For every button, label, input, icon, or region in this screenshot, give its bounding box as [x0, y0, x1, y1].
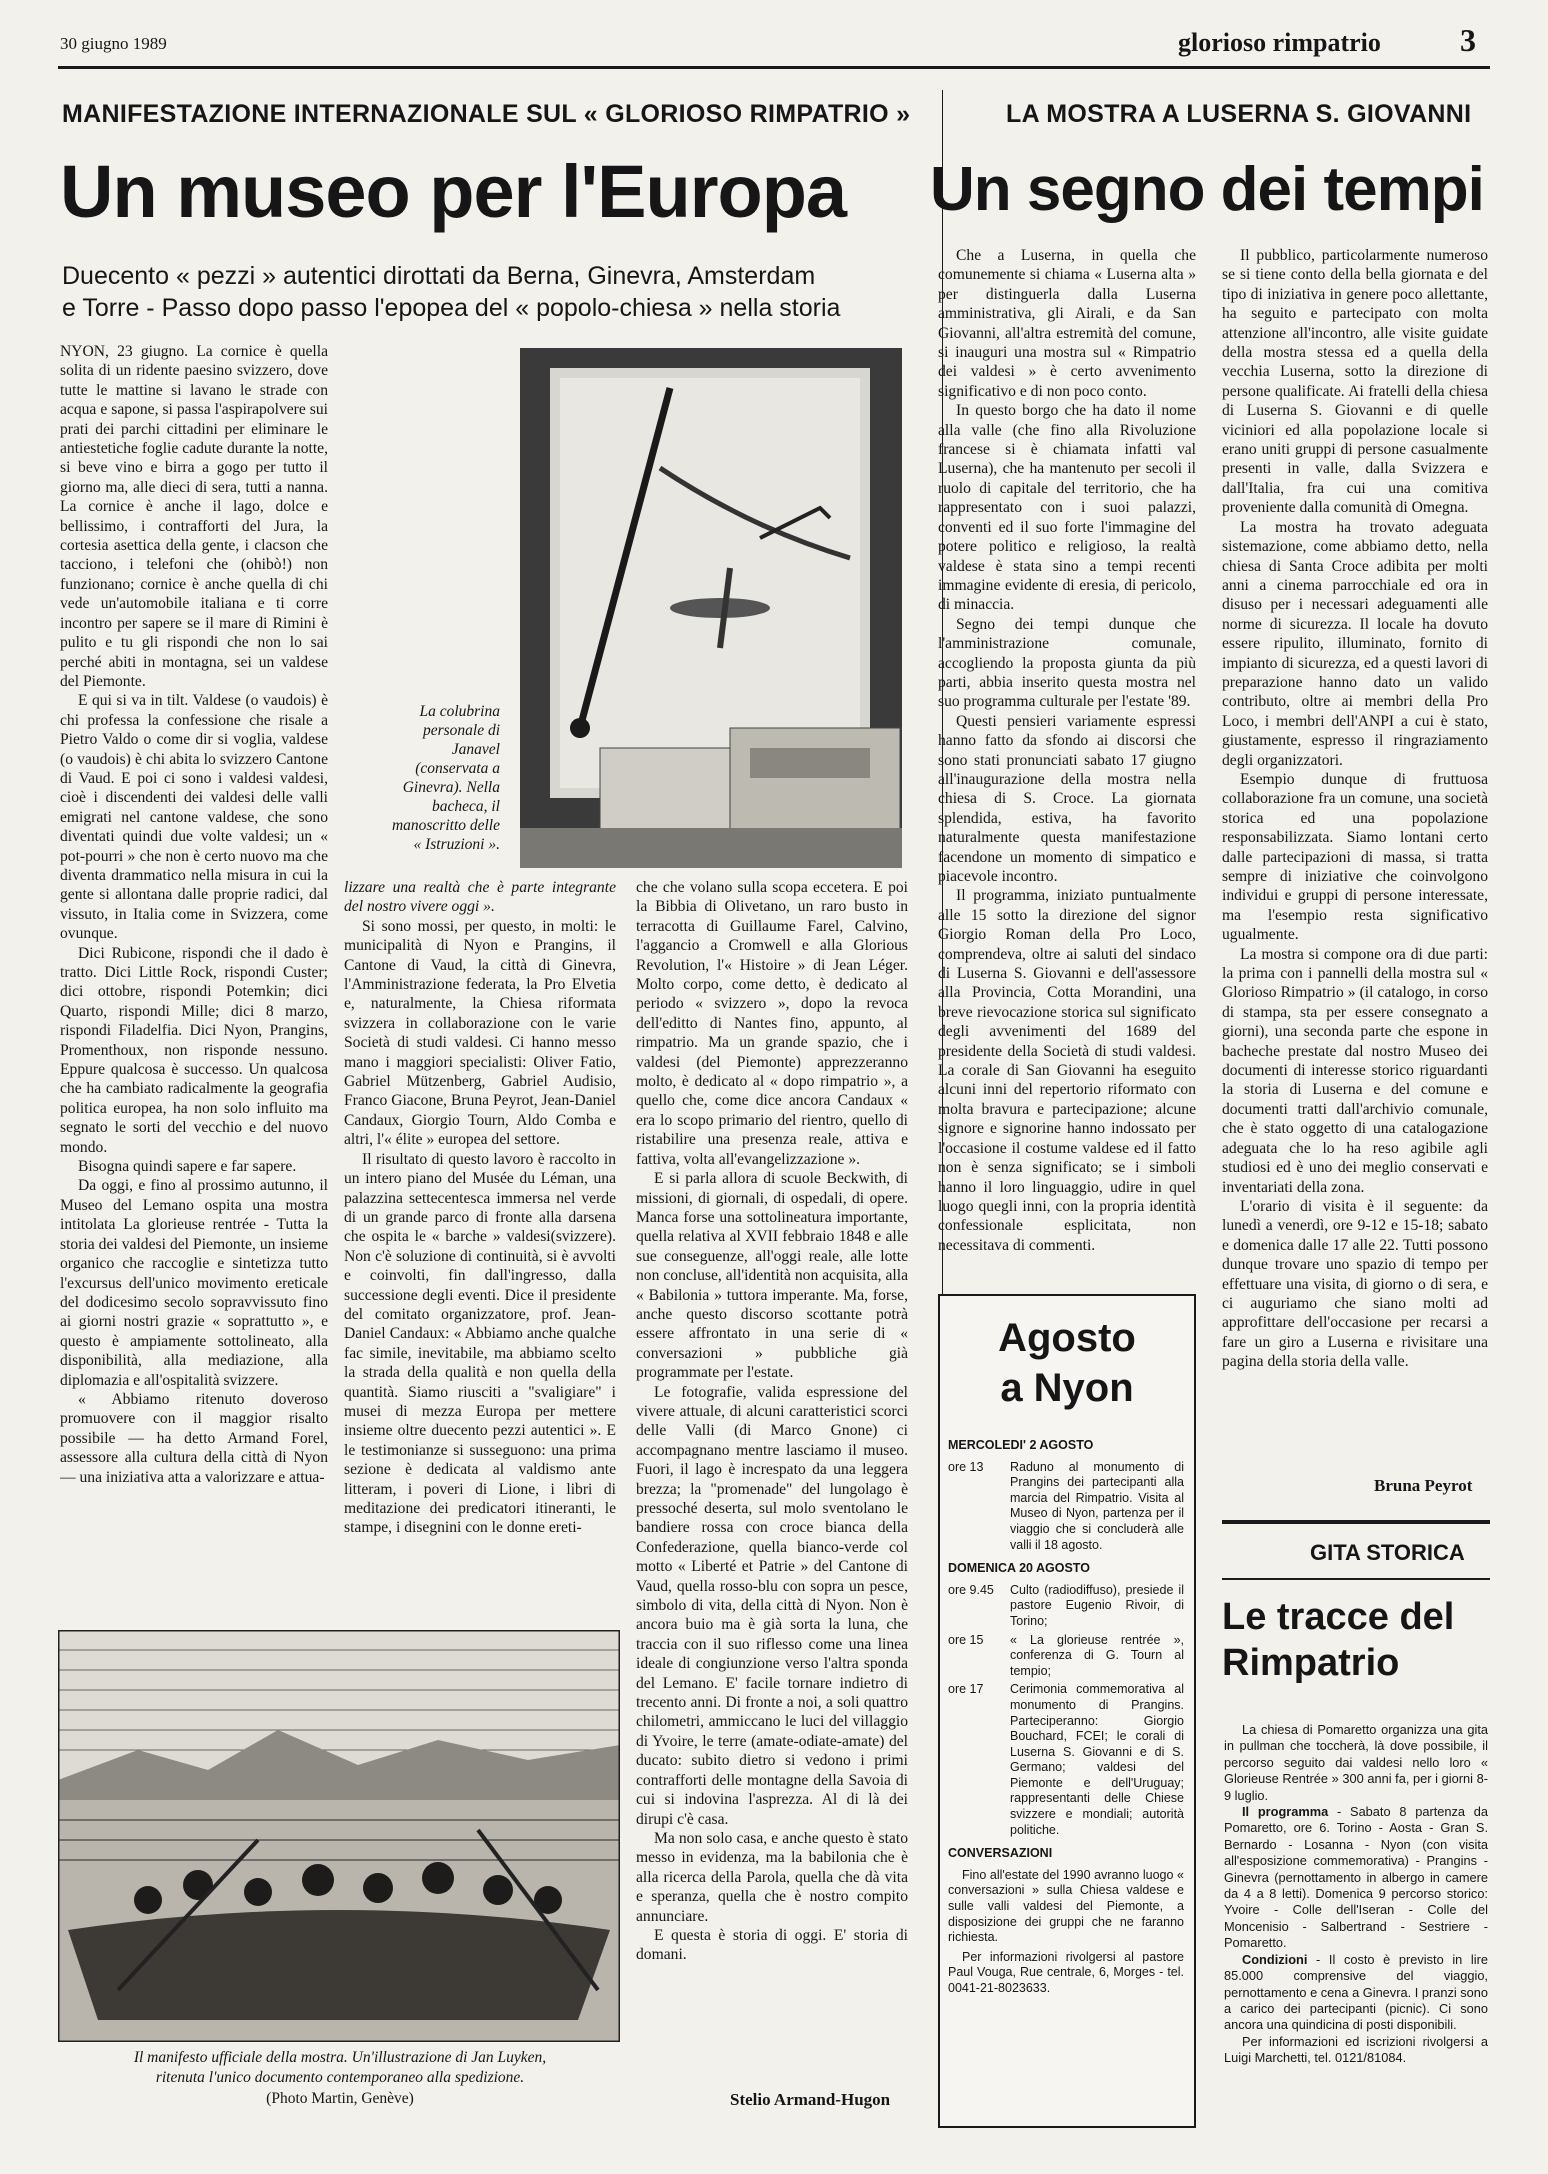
second-col-2: [1222, 246, 1488, 1474]
main-para-6: « Abbiamo ritenuto doveroso promuovere con il maggior risalto possibile — ha detto Armand Forel, assessore alla cultura della città di Nyon — una iniziativa atta a valorizzare e attua-: [60, 1390, 328, 1486]
main-col3-para-1: che che volano sulla scopa eccetera. E poi la Bibbia di Olivetano, un raro busto in terracotta di Guillaume Farel, Calvino, l'aggancio a Cromwell e alla Glorious Revolution, l'« Histoire » di Jean Léger. Molto corpo, come detto, è dedicato al periodo « svizzero », dopo la revoca dell'editto di Nantes fino, appunto, al rimpatrio. Ma un grande spazio, che i valdesi (del Piemonte) apprezzeranno molto, è dedicato al « dopo rimpatrio », a quello che, come dice ancora Candaux « era lo scopo primario del rientro, quello di ristabilire una presenza reale, attiva e fattiva, volta all'evangelizzazione ».: [636, 879, 908, 1168]
second-author: Bruna Peyrot: [1374, 1476, 1473, 1495]
page-number: 3: [1460, 22, 1476, 58]
second-para-1: Che a Luserna, in quella che comunemente si chiama « Luserna alta » per distinguerla dalla Luserna amministrativa, gli Airali, e da San Giovanni, all'altra estremità del comune, si inauguri una mostra sul « Rimpatrio dei valdesi » è certo avvenimento significativo e di non poco conto.: [938, 247, 1196, 400]
nyon-box-title-2: a Nyon: [1000, 1366, 1134, 1410]
schedule-item-3-time: ore 15: [948, 1632, 984, 1647]
main-deck-2: e Torre - Passo dopo passo l'epopea del « popolo-chiesa » nella storia: [62, 294, 841, 322]
main-col3-para-4: Ma non solo casa, e anche questo è stato messo in evidenza, ma la babilonia che è alla ricerca della Parola, quella che dà vita e speranza, quella che è nostro compito annunciare.: [636, 1829, 908, 1925]
photo2-credit: (Photo Martin, Genève): [266, 2090, 414, 2107]
photo1-caption: La colubrina personale di Janavel (conservata a Ginevra). Nella bacheca, il manoscritto delle « Istruzioni ».: [391, 703, 500, 853]
gita-para-3-text: - Il costo è previsto in lire 85.000 comprensive del viaggio, pernottamento e cena a Ginevra. I pranzi sono a carico dei partecipanti (picnic). Ci sono ancora una quindicina di posti disponibili.: [1224, 1951, 1488, 2033]
second-para-5: Il programma, iniziato puntualmente alle 15 sotto la direzione del signor Giorgio Roman della Pro Loco, comprendeva, oltre ai saluti del sindaco di Luserna S. Giovanni e dell'assessore alla Provincia, Cotta Morandini, una breve rievocazione storica sul significato degli avvenimenti del 1689 del presidente della Società di studi valdesi. La corale di San Giovanni ha eseguito alcuni inni del repertorio riformato con molta bravura e partecipazione; alcune signore e signorine hanno indossato per l'occasione il costume valdese ed il fatto non è senza significato; se i simboli hanno il loro linguaggio, udire in quel luogo quegli inni, con la propria identità confessionale esplicitata, non necessitava di commenti.: [938, 887, 1196, 1254]
main-deck-1: Duecento « pezzi » autentici dirottati da Berna, Ginevra, Amsterdam: [62, 262, 816, 290]
second-headline: Un segno dei tempi: [930, 155, 1484, 224]
main-col2-para-3: Il risultato di questo lavoro è raccolto in un intero piano del Musée du Léman, una palazzina settecentesca immersa nel verde di un grande parco di fronte alla darsena che ospita le « barche » valdesi(svizzere). Non c'è soluzione di continuità, si è avvolti e coinvolti, fin dall'ingresso, dalla successione degli eventi. Dice il presidente del comitato organizzatore, prof. Jean-Daniel Candaux: « Abbiamo anche qualche fac simile, inevitabile, ma abbiamo scelto la strada della qualità e non quella della quantità. Siamo riusciti a "svaligiare" i musei di mezza Europa per mettere insieme oltre duecento pezzi autentici ». E le testimonianze si susseguono: una prima sezione è dedicata al valdismo ante litteram, i poveri di Lione, i libri di meditazione dei predicatori itineranti, le stampe, i disegnini con le donne ereti-: [344, 1150, 616, 1537]
engraving-illustration: [58, 1630, 620, 2042]
schedule-heading-1: MERCOLEDI' 2 AGOSTO: [948, 1438, 1094, 1452]
main-col3-para-3: Le fotografie, valida espressione del vivere attuale, di alcuni caratteristici scorci delle Valli (di Marco Gnone) ci accompagnano mentre lasciamo il museo. Fuori, il lago è increspato da una leggera brezza; la "promenade" del lungolago è pressoché deserta, sul molo sventolano le bandiere rossa con croce bianca della Confederazione, quella bianco-verde col motto « Liberté et Patrie » del Cantone di Vaud, quella rosso-blu con sopra un pesce, simbolo di vita, della città di Nyon. Non è ancora buio ma è già sorta la luna, che traccia con il suo riflesso come una linea ideale di congiunzione verso l'altra sponda del Lemano. E' facile tornare indietro di trecento anni. Di fronte a noi, a soli quattro chilometri, ammiccano le luci del villaggio di Yvoire, le terre (amate-odiate-amate) del ducato: subito dietro si vedono i primi contrafforti delle montagne della Savoia di cui si indovina l'asprezza. Al di là dei dirupi c'è casa.: [636, 1383, 908, 1828]
schedule-heading-3: CONVERSAZIONI: [948, 1846, 1053, 1861]
main-para-5: Da oggi, e fino al prossimo autunno, il Museo del Lemano ospita una mostra intitolata La glorieuse rentrée - Tutta la storia dei valdesi del Piemonte, un insieme organico che raccoglie e sintetizza tutto l'excursus dell'unico movimento ereticale del dodicesimo secolo sopravvissuto fino ai giorni nostri grazie « soprattutto », e questo è ampiamente sottolineato, alla disponibilità, alla mediazione, alla diplomazia e all'ospitalità svizzere.: [60, 1177, 328, 1389]
gita-para-2-label: Il programma: [1242, 1804, 1329, 1820]
schedule-item-2: [948, 1583, 1184, 1630]
main-col-1: [60, 342, 328, 1602]
second-para-2: In questo borgo che ha dato il nome alla valle (che fino alla Rivoluzione francese si è chiamata infatti val Luserna), che ha mantenuto per secoli il ruolo di capitale del territorio, che ha rappresentato con i suoi palazzi, conventi ed il suo forte l'immagine del potere politico e religioso, la realtà valdese è stata sino a tempi recenti immagine evidente di eresia, di pericolo, di minaccia.: [938, 402, 1196, 614]
museum-showcase-photo: [520, 348, 902, 868]
schedule-item-1-time: ore 13: [948, 1459, 984, 1474]
contact-info: Per informazioni rivolgersi al pastore Paul Vouga, Rue centrale, 6, Morges - tel. 0041-21-8023633.: [948, 1949, 1184, 1995]
gita-para-4: Per informazioni ed iscrizioni rivolgersi a Luigi Marchetti, tel. 0121/81084.: [1224, 2033, 1488, 2066]
gita-para-2: [1224, 1804, 1488, 1952]
main-para-2: E qui si va in tilt. Valdese (o vaudois) è chi professa la confessione che risale a Pietro Valdo o come dir si voglia, valdese (o vaudois) è chi abita lo svizzero Cantone di Vaud. E poi ci sono i valdesi valdesi, cioè i discendenti dei valdesi delle valli emigrati nel cantone valdese, che sono diventati quindi due volte valdesi; un « pot-pourri » che non è certo nuovo ma che diventa drammatico nella misura in cui la gente si allontana dalle proprie radici, dal vissuto, in Italia come in Svizzera, come ovunque.: [60, 692, 328, 943]
photo2-caption-2: ritenuta l'unico documento contemporaneo alla spedizione.: [155, 2069, 525, 2086]
second-col2-para-5: L'orario di visita è il seguente: da lunedì a venerdì, ore 9-12 e 15-18; sabato e domenica dalle 17 alle 22. Tutti possono dunque trovare uno spazio di tempo per effettuare una visita, di giorno o di sera, e ci auguriamo che siano molti ad approfittare dell'occasione per recarsi a fare un giro a Luserna e rivisitare una pagina della storia della valle.: [1222, 1197, 1488, 1371]
schedule-heading-2: DOMENICA 20 AGOSTO: [948, 1561, 1090, 1576]
main-col-3: [636, 878, 908, 2078]
main-kicker: MANIFESTAZIONE INTERNAZIONALE SUL « GLORIOSO RIMPATRIO »: [62, 100, 911, 128]
schedule-item-2-time: ore 9.45: [948, 1582, 994, 1597]
gita-para-2-text: - Sabato 8 partenza da Pomaretto, ore 6. Torino - Aosta - Gran S. Bernardo - Losanna - Nyon (con visita all'esposizione commemorativa) - Prangins - Ginevra (pernottamento in albergo in camere da 4 a 8 letti). Domenica 9 percorso storico: Yvoire - Colle dell'Iseran - Colle del Moncenisio - Salbertrand - Sestriere - Pomaretto.: [1224, 1804, 1488, 1951]
section-name: glorioso rimpatrio: [1178, 28, 1381, 57]
main-col3-para-5: E questa è storia di oggi. E' storia di domani.: [636, 1926, 908, 1964]
photo2-caption-1: Il manifesto ufficiale della mostra. Un'illustrazione di Jan Luyken,: [133, 2049, 547, 2066]
second-col2-para-1: Il pubblico, particolarmente numeroso se si tiene conto della bella giornata e del tipo di iniziativa in genere poco allettante, ha seguito e partecipato con molta attenzione all'incontro, alle visite guidate della mostra stessa ed a quella della vecchia Luserna, sotto la direzione di persone qualificate. Ai fratelli della chiesa di Luserna S. Giovanni e di quelle viciniori ed alla popolazione locale si erano uniti gruppi di persone casualmente presenti in valle, dalla Svizzera e dall'Italia, fra cui una comitiva proveniente dalla comunità di Omegna.: [1222, 247, 1488, 517]
second-kicker: LA MOSTRA A LUSERNA S. GIOVANNI: [1006, 100, 1472, 128]
main-col-2: [344, 878, 616, 1608]
main-para-1: NYON, 23 giugno. La cornice è quella solita di un ridente paesino svizzero, dove tutte le mattine si lavano le strade con acqua e sapone, si passa l'aspirapolvere sui prati dei parchi cittadini per eliminare le antiestetiche foglie cadute durante la notte, si beve vino e birra a gogo per tutto il giorno ma, alle dieci di sera, tutti a nanna. La cornice è anche il lago, dolce e bellissimo, i contrafforti del Jura, la cortesia asettica della gente, i clacson che tacciono, i telefoni che (ohibò!) non funzionano; cornice è anche quella di chi vede un'automobile italiana e ti corre incontro per sapere se il mare di Rimini è pulito e tu gli rispondi che non lo sai perché abiti in montagna, sei un valdese del Piemonte.: [60, 343, 328, 690]
second-para-4: Questi pensieri variamente espressi hanno fatto da sfondo ai discorsi che sono stati pronunciati sabato 17 giugno all'inaugurazione della mostra nella chiesa di S. Croce. La giornata splendida, estiva, ha favorito naturalmente questa manifestazione facendone un momento di simpatico e piacevole incontro.: [938, 712, 1196, 885]
gita-top-rule: [1222, 1520, 1490, 1524]
gita-para-3: [1224, 1952, 1488, 2034]
main-col2-para-1: lizzare una realtà che è parte integrante del nostro vivere oggi ».: [344, 879, 616, 916]
schedule-item-1: [948, 1460, 1184, 1554]
conversazioni-text: Fino all'estate del 1990 avranno luogo « conversazioni » sulla Chiesa valdese e sulle valli valdesi del Piemonte, a disposizione dei gruppi che ne faranno richiesta.: [948, 1867, 1184, 1945]
gita-headline-2: Rimpatrio: [1222, 1642, 1400, 1684]
nyon-box-title-1: Agosto: [998, 1316, 1136, 1360]
nyon-events-box: [938, 1294, 1196, 2128]
gita-body: [1224, 1722, 1488, 2122]
main-para-3: Dici Rubicone, rispondi che il dado è tratto. Dici Little Rock, rispondi Custer; dici ottobre, rispondi Potemkin; dici Quarto, rispondi Mille; dici 8 marzo, rispondi Filadelfia. Dici Nyon, Prangins, Promenthoux, non risponde nessuno. Eppure qualcosa è successo. Un qualcosa che ha cambiato radicalmente la geografia politica europea, ha non solo influito ma segnato le sorti del vecchio e del nuovo mondo.: [60, 944, 328, 1156]
schedule-item-2-text: Culto (radiodiffuso), presiede il pastore Eugenio Rivoir, di Torino;: [1010, 1582, 1184, 1628]
schedule-item-4-text: Cerimonia commemorativa al monumento di Prangins. Parteciperanno: Giorgio Bouchard, FCEI; le corali di Luserna S. Giovanni e di S. Germano; valdesi del Piemonte e dell'Uruguay; rappresentanti delle Chiese svizzere e mondiali; autorità politiche.: [1010, 1682, 1184, 1837]
main-headline: Un museo per l'Europa: [60, 150, 847, 233]
second-col-1: [938, 246, 1196, 1276]
schedule-item-1-text: Raduno al monumento di Prangins dei partecipanti alla marcia del Rimpatrio. Visita al Museo di Nyon, partenza per il viaggio che si concluderà alle valli il 18 agosto.: [1010, 1459, 1184, 1552]
gita-mid-rule: [1222, 1578, 1490, 1580]
main-para-4: Bisogna quindi sapere e far sapere.: [78, 1158, 297, 1176]
issue-date: 30 giugno 1989: [60, 34, 167, 53]
schedule-item-3: [948, 1633, 1184, 1680]
second-col2-para-4: La mostra si compone ora di due parti: la prima con i pannelli della mostra sul « Glorioso Rimpatrio » (il catalogo, in corso di stampa, sta per essere consegnato a giorni), una seconda parte che espone in bacheche prestate dal nostro Museo dei documenti di interesse storico riguardanti la storia di Luserna e del comune e documenti tratti dall'archivio comunale, che è stato oggetto di una catalogazione adeguata che lo ha reso agibile agli studiosi ed è uno dei meglio conservati e inventariati della zona.: [1222, 945, 1488, 1196]
nyon-schedule: [948, 1430, 1184, 1997]
second-col2-para-2: La mostra ha trovato adeguata sistemazione, come abbiamo detto, nella chiesa di Santa Croce adibita per molti anni a cinema parrocchiale ed ora in disuso per i necessari adeguamenti alle norme di sicurezza. Il locale ha dovuto essere ripulito, illuminato, fornito di impianto di sicurezza, ed a questi lavori di preparazione hanno dato un valido contributo, oltre ai membri della Pro Loco, i membri dell'ANPI a cui è stato, giustamente, espresso il ringraziamento degli organizzatori.: [1222, 518, 1488, 769]
main-author: Stelio Armand-Hugon: [730, 2090, 891, 2109]
second-col2-para-3: Esempio dunque di fruttuosa collaborazione fra un comune, una società storica ed una popolazione responsabilizzata. Siamo lontani certo dalle partecipazioni di massa, si tratta sempre di iniziative che coinvolgono individui e gruppi di persone interessate, ma l'esempio resta significativo ugualmente.: [1222, 770, 1488, 944]
schedule-item-4-time: ore 17: [948, 1682, 984, 1697]
gita-para-1: La chiesa di Pomaretto organizza una gita in pullman che toccherà, là dove possibile, il percorso seguito dai valdesi nello loro « Glorieuse Rentrée » 300 anni fa, per i giorni 8-9 luglio.: [1224, 1722, 1488, 1803]
gita-kicker: GITA STORICA: [1310, 1540, 1465, 1565]
schedule-item-4: [948, 1682, 1184, 1838]
gita-headline-1: Le tracce del: [1222, 1596, 1455, 1638]
second-para-3: Segno dei tempi dunque che l'amministrazione comunale, accogliendo la proposta giunta da più parti, abbia inserito questa mostra nel suo programma culturale per l'estate '89.: [938, 615, 1196, 711]
header-rule: [58, 66, 1490, 69]
main-col2-para-2: Si sono mossi, per questo, in molti: le municipalità di Nyon e Prangins, il Cantone di Vaud, la città di Ginevra, l'Amministrazione federata, la Pro Elvetia e, naturalmente, la Chiesa riformata svizzera in collaborazione con le varie Società di studi valdesi. Ci hanno messo mano i maggiori specialisti: Oliver Fatio, Gabriel Mützenberg, Gabriel Audisio, Franco Giacone, Bruna Peyrot, Jean-Daniel Candaux, Giorgio Tourn, Aldo Comba e altri, l'« élite » europea del settore.: [344, 917, 616, 1149]
schedule-item-3-text: « La glorieuse rentrée », conferenza di G. Tourn al tempio;: [1010, 1632, 1184, 1678]
main-col3-para-2: E si parla allora di scuole Beckwith, di missioni, di giornali, di ospedali, di opere. Manca forse una sottolineatura importante, quella relativa al XVII febbraio 1848 e alle sue conseguenze, all'oggi reale, alle lotte non concluse, all'identità non acquisita, alla « Babilonia » tuttora imperante. Ma, forse, anche questo discorso scottante potrà essere affrontato in una serie di « conversazioni » pubbliche già programmate per l'estate.: [636, 1170, 908, 1382]
gita-para-3-label: Condizioni: [1242, 1951, 1308, 1967]
